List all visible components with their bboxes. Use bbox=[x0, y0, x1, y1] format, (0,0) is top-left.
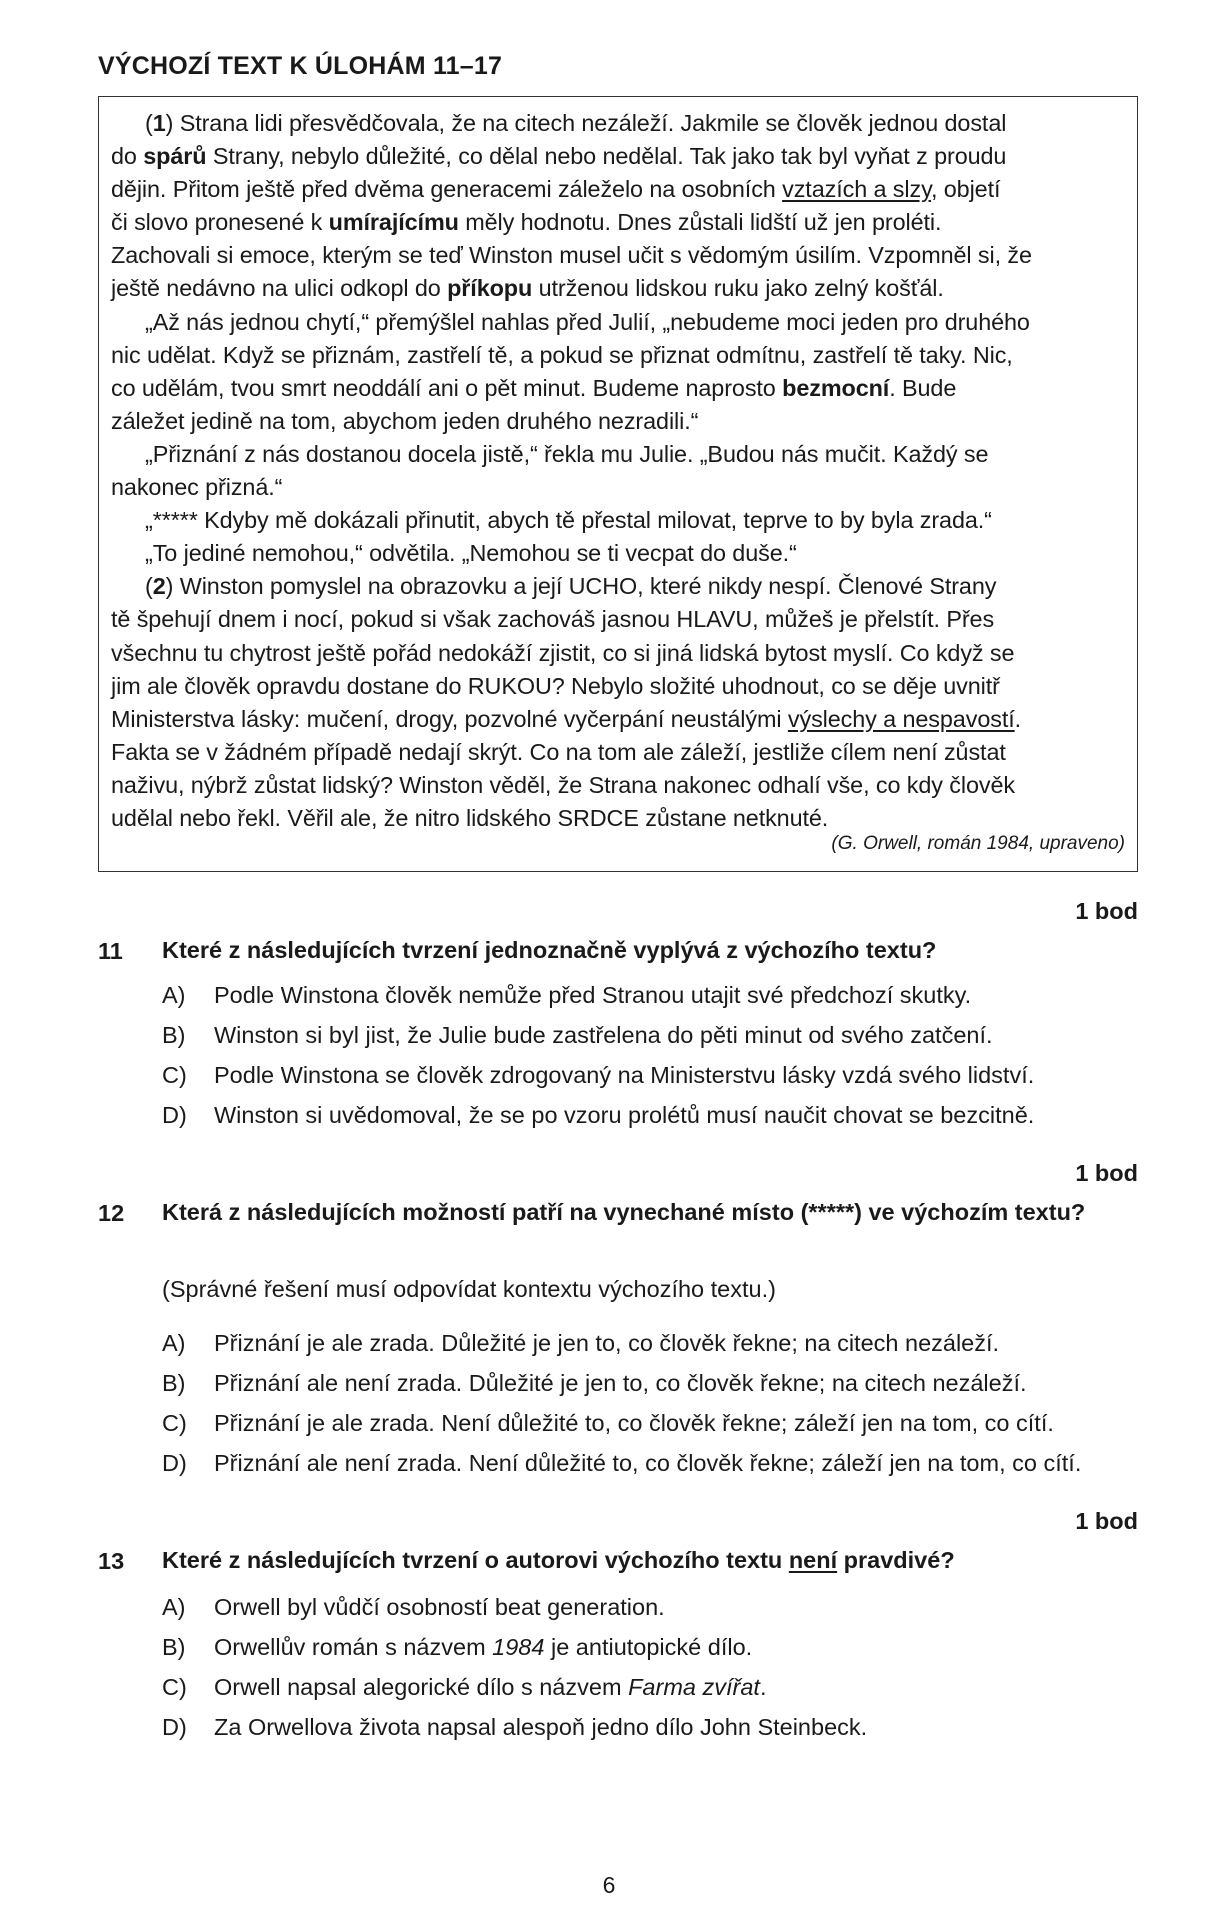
source-text-line: „***** Kdyby mě dokázali přinutit, abych tě přestal milovat, teprve to by byla zrada.“ bbox=[145, 507, 992, 534]
source-text-line: dějin. Přitom ještě před dvěma generacemi záleželo na osobních vztazích a slzy, objetí bbox=[111, 176, 1001, 203]
source-text-line: jim ale člověk opravdu dostane do RUKOU? Nebylo složité uhodnout, co se děje uvnitř bbox=[111, 672, 1000, 699]
source-text-line: záležet jedině na tom, abychom jeden druhého nezradili.“ bbox=[111, 407, 699, 434]
option-letter: A) bbox=[162, 982, 186, 1008]
option-text: Přiznání je ale zrada. Není důležité to, co člověk řekne; záleží jen na tom, co cítí. bbox=[214, 1410, 1054, 1436]
source-text-line: Fakta se v žádném případě nedají skrýt. Co na tom ale záleží, jestliže cílem není zůstat bbox=[111, 738, 1006, 765]
source-text-line: tě špehují dnem i nocí, pokud si však zachováš jasnou HLAVU, můžeš je přelstít. Přes bbox=[111, 606, 995, 633]
q13-option-c[interactable] bbox=[162, 1674, 1142, 1708]
option-text: Orwell napsal alegorické dílo s názvem Farma zvířat. bbox=[214, 1674, 767, 1700]
option-text: Winston si byl jist, že Julie bude zastřelena do pěti minut od svého zatčení. bbox=[214, 1022, 993, 1048]
source-text-line: Zachovali si emoce, kterým se teď Winston musel učit s vědomým úsilím. Vzpomněl si, že bbox=[111, 242, 1032, 269]
option-text: Přiznání je ale zrada. Důležité je jen to, co člověk řekne; na citech nezáleží. bbox=[214, 1330, 1000, 1356]
page-heading: VÝCHOZÍ TEXT K ÚLOHÁM 11–17 bbox=[98, 52, 503, 80]
source-text-line: nic udělat. Když se přiznám, zastřelí tě, a pokud se přiznat odmítnu, zastřelí tě taky. Nic, bbox=[111, 341, 1013, 368]
option-letter: A) bbox=[162, 1330, 186, 1356]
option-letter: D) bbox=[162, 1102, 187, 1128]
q13-number: 13 bbox=[98, 1548, 125, 1574]
q13-points: 1 bod bbox=[1075, 1508, 1138, 1534]
source-text-line: (1) Strana lidi přesvědčovala, že na citech nezáleží. Jakmile se člověk jednou dostal bbox=[145, 110, 1007, 136]
source-text-body bbox=[111, 107, 1125, 835]
source-text-line: naživu, nýbrž zůstat lidský? Winston věděl, že Strana nakonec odhalí vše, co kdy člověk bbox=[111, 771, 1015, 798]
q12-note: (Správné řešení musí odpovídat kontextu výchozího textu.) bbox=[162, 1276, 776, 1302]
option-text: Orwellův román s názvem 1984 je antiutopické dílo. bbox=[214, 1634, 753, 1660]
option-text: Za Orwellova života napsal alespoň jedno dílo John Steinbeck. bbox=[214, 1714, 868, 1740]
source-text-line: všechnu tu chytrost ještě pořád nedokáží zjistit, co si jiná lidská bytost myslí. Co když se bbox=[111, 639, 1015, 666]
option-text: Podle Winstona člověk nemůže před Stranou utajit své předchozí skutky. bbox=[214, 982, 972, 1008]
source-text-line: (2) Winston pomyslel na obrazovku a její UCHO, které nikdy nespí. Členové Strany bbox=[145, 573, 997, 600]
q11-option-d[interactable] bbox=[162, 1102, 1142, 1136]
q12-number: 12 bbox=[98, 1200, 125, 1226]
q11-points: 1 bod bbox=[1075, 898, 1138, 924]
option-text: Podle Winstona se člověk zdrogovaný na Ministerstvu lásky vzdá svého lidství. bbox=[214, 1062, 1035, 1088]
q12-points: 1 bod bbox=[1075, 1160, 1138, 1186]
option-letter: C) bbox=[162, 1410, 187, 1436]
option-text: Orwell byl vůdčí osobností beat generation. bbox=[214, 1594, 665, 1620]
source-text-line: nakonec přizná.“ bbox=[111, 474, 283, 501]
source-text-line: „Přiznání z nás dostanou docela jistě,“ řekla mu Julie. „Budou nás mučit. Každý se bbox=[145, 440, 989, 467]
option-letter: A) bbox=[162, 1594, 186, 1620]
source-text-line: do spárů Strany, nebylo důležité, co dělal nebo nedělal. Tak jako tak byl vyňat z proudu bbox=[111, 143, 1007, 170]
option-text: Přiznání ale není zrada. Není důležité to, co člověk řekne; záleží jen na tom, co cítí. bbox=[214, 1450, 1082, 1476]
source-text-line: „Až nás jednou chytí,“ přemýšlel nahlas před Julií, „nebudeme moci jeden pro druhého bbox=[145, 308, 1030, 335]
q13-option-d[interactable] bbox=[162, 1714, 1142, 1748]
source-text-line: ještě nedávno na ulici odkopl do příkopu utrženou lidskou ruku jako zelný košťál. bbox=[111, 275, 944, 302]
page-number: 6 bbox=[602, 1872, 616, 1898]
q11-option-a[interactable] bbox=[162, 982, 1142, 1016]
option-letter: D) bbox=[162, 1714, 187, 1740]
option-letter: C) bbox=[162, 1062, 187, 1088]
source-text-line: udělal nebo řekl. Věřil ale, že nitro lidského SRDCE zůstane netknuté. bbox=[111, 804, 829, 831]
q13-option-b[interactable] bbox=[162, 1634, 1142, 1668]
source-text-line: co udělám, tvou smrt neoddálí ani o pět minut. Budeme naprosto bezmocní. Bude bbox=[111, 374, 957, 401]
source-text-line: „To jediné nemohou,“ odvětila. „Nemohou se ti vecpat do duše.“ bbox=[145, 540, 797, 567]
source-citation: (G. Orwell, román 1984, upraveno) bbox=[831, 833, 1125, 854]
source-text-line: Ministerstva lásky: mučení, drogy, pozvolné vyčerpání neustálými výslechy a nespavostí. bbox=[111, 705, 1022, 732]
q12-text: Která z následujících možností patří na vynechané místo (*****) ve výchozím textu? bbox=[162, 1199, 1086, 1225]
q13-option-a[interactable] bbox=[162, 1594, 1142, 1628]
q11-option-c[interactable] bbox=[162, 1062, 1142, 1096]
q12-option-b[interactable] bbox=[162, 1370, 1142, 1404]
option-letter: B) bbox=[162, 1370, 186, 1396]
q12-option-d[interactable] bbox=[162, 1450, 1142, 1484]
option-text: Přiznání ale není zrada. Důležité je jen to, co člověk řekne; na citech nezáleží. bbox=[214, 1370, 1027, 1396]
q11-text: Které z následujících tvrzení jednoznačně vyplývá z výchozího textu? bbox=[162, 937, 937, 963]
option-letter: C) bbox=[162, 1674, 187, 1700]
option-text: Winston si uvědomoval, že se po vzoru prolétů musí naučit chovat se bezcitně. bbox=[214, 1102, 1035, 1128]
q11-option-b[interactable] bbox=[162, 1022, 1142, 1056]
q12-option-a[interactable] bbox=[162, 1330, 1142, 1364]
option-letter: B) bbox=[162, 1634, 186, 1660]
q12-option-c[interactable] bbox=[162, 1410, 1142, 1444]
source-text-box bbox=[98, 96, 1138, 872]
option-letter: B) bbox=[162, 1022, 186, 1048]
q13-text: Které z následujících tvrzení o autorovi výchozího textu není pravdivé? bbox=[162, 1547, 955, 1573]
option-letter: D) bbox=[162, 1450, 187, 1476]
q11-number: 11 bbox=[98, 938, 123, 964]
source-text-line: či slovo pronesené k umírajícímu měly hodnotu. Dnes zůstali lidští už jen proléti. bbox=[111, 209, 942, 236]
